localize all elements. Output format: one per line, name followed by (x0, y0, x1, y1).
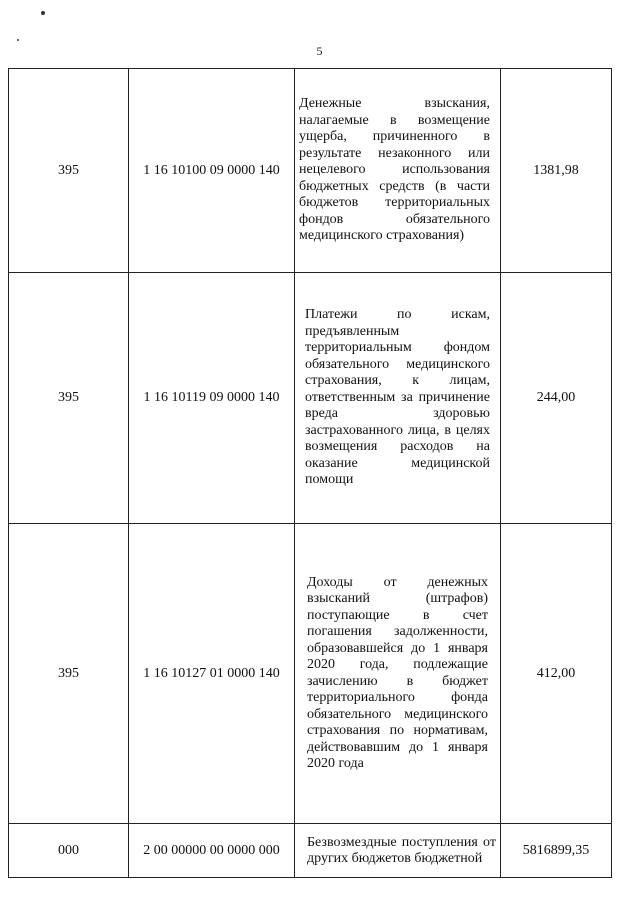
admin-code-cell: 000 (9, 824, 129, 878)
scan-speck (17, 39, 19, 41)
amount-cell: 412,00 (501, 524, 612, 824)
scan-speck (41, 11, 45, 15)
description-text: Денежные взыскания, налагаемые в возмещение ущерба, причиненного в результате незаконного или нецелевого использования бюджетных средств (в части бюджетов территориальных фондов обязательного медицинского страхования) (299, 96, 490, 244)
description-cell (295, 824, 501, 878)
table-row (9, 273, 612, 524)
table-row (9, 524, 612, 824)
description-text: Доходы от денежных взысканий (штрафов) поступающие в счет погашения задолженности, образовавшейся до 1 января 2020 года, подлежащие зачислению в бюджет территориального фонда обязательного медицинского страхования по нормативам, действовавшим до 1 января 2020 года (307, 574, 488, 771)
budget-code-cell: 1 16 10100 09 0000 140 (129, 69, 295, 273)
description-cell (295, 524, 501, 824)
budget-code-cell: 1 16 10119 09 0000 140 (129, 273, 295, 524)
description-cell (295, 69, 501, 273)
table-row (9, 69, 612, 273)
description-cell (295, 273, 501, 524)
table-row (9, 824, 612, 878)
admin-code-cell: 395 (9, 524, 129, 824)
description-text: Безвозмездные поступления от других бюджетов бюджетной (307, 834, 496, 866)
description-text: Платежи по искам, предъявленным территориальным фондом обязательного медицинского страхования, к лицам, ответственным за причинение вреда здоровью застрахованного лица, в целях возмещения расходов на оказание медицинской помощи (305, 307, 490, 488)
budget-revenue-table (8, 68, 612, 878)
amount-cell: 5816899,35 (501, 824, 612, 878)
amount-cell: 1381,98 (501, 69, 612, 273)
admin-code-cell: 395 (9, 273, 129, 524)
budget-code-cell: 2 00 00000 00 0000 000 (129, 824, 295, 878)
page-number: 5 (316, 44, 323, 58)
admin-code-cell: 395 (9, 69, 129, 273)
budget-code-cell: 1 16 10127 01 0000 140 (129, 524, 295, 824)
amount-cell: 244,00 (501, 273, 612, 524)
